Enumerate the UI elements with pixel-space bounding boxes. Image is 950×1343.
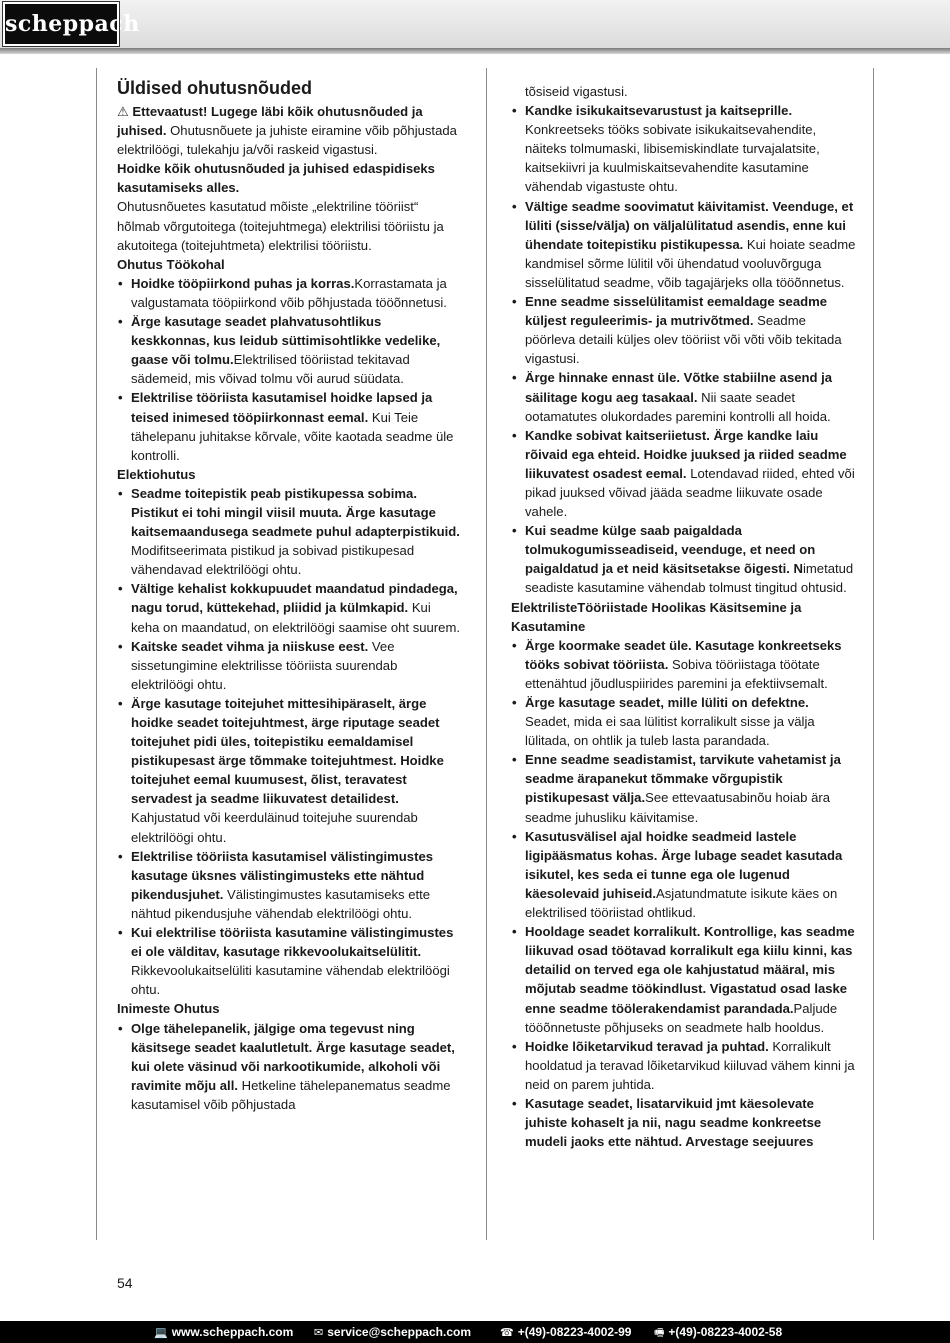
list-item [511,101,856,196]
list-item [511,1037,856,1094]
list-item [511,426,856,521]
item-text: Nii saate seadet ootamatutes olukordades paremini kontrolli all hoida. [525,389,831,424]
scheppach-logo: scheppach [3,2,119,46]
item-text: Hetkeline tähelepanematus seadme kasutamisel võib põhjustada [131,1077,451,1112]
footer-phone [500,1321,631,1343]
envelope-icon: ✉ [314,1326,324,1339]
item-bold: Kandke sobivat kaitseriietust. Ärge kandke laiu rõivaid ega ehteid. Hoidke juuksed ja riided seadme liikuvatest osadest eemal. [525,427,847,481]
item-text: Kahjustatud või keerduläinud toitejuhe suurendab elektrilöögi ohtu. [131,810,418,845]
personal-safety-list [117,1019,462,1114]
list-item [117,312,462,388]
item-bold: Ärge kasutage toitejuhet mittesihipäraselt, ärge hoidke seadet toitejuhtmest, ärge riputage seadet toitejuhet pidi üles, toitepistiku eemaldamisel pistikupesast ärge tõmmake toitejuhtmest. Hoidke toitejuhet eemal kuumusest, õlist, teravatest servadest ja seadme liikuvatest detailidest. [131,695,444,807]
item-text: See ettevaatusabinõu hoiab ära seadme juhusliku käivitamise. [525,790,831,825]
item-bold: Elektrilise tööriista kasutamisel välistingimustes kasutage üksnes välistingimusteks ette nähtud pikendusjuhet. [131,848,434,902]
item-text: Välistingimustes kasutamiseks ette nähtud pikendusjuhe vähendab elektrilöögi ohtu. [131,886,431,921]
list-item [511,750,856,826]
footer-fax [654,1321,782,1343]
footer-web-text: www.scheppach.com [171,1325,294,1339]
footer-phone-text: +(49)-08223-4002-99 [517,1325,632,1339]
left-column [117,76,462,1114]
phone-icon: ☎ [500,1326,514,1339]
list-item [511,521,856,597]
item-text: Elektrilised tööriistad tekitavad sädemeid, mis võivad tolmu või aurud süüdata. [131,352,410,387]
list-item [511,922,856,1037]
item-bold: Kaitske seadet vihma ja niiskuse eest. [131,638,369,654]
fax-icon: 🖷 [654,1326,665,1339]
item-bold: Hoidke tööpiirkond puhas ja korras. [131,275,355,291]
list-item [511,636,856,693]
page-number: 54 [117,1275,133,1291]
item-text: Lotendavad riided, ehted või pikad juuksed võivad jääda seadme liikuvate osade vahele. [525,465,855,520]
item-text: Kui Teie tähelepanu juhitakse kõrvale, võite kaotada seadme üle kontrolli. [131,409,454,463]
list-item [117,1019,462,1114]
footer-email[interactable] [314,1321,471,1343]
item-text: Asjatundmatute isikute käes on elektrilised tööriistad ohtlikud. [525,885,838,921]
list-item [117,484,462,579]
definition-paragraph: Ohutusnõuetes kasutatud mõiste „elektriline tööriist“ hõlmab võrgutoitega (toitejuhtmega) elektrilisi tööriistu ja akutoitega (toitejuhtmeta) elektrilisi tööriistu. [117,199,444,253]
item-text: Kui keha on maandatud, on elektrilöögi saamise oht suurem. [131,600,460,635]
list-item [117,694,462,847]
workplace-list [117,274,462,465]
item-bold: Seadme toitepistik peab pistikupessa sobima. Pistikut ei tohi mingil viisil muuta. Ärge kasutage kaitsemaandusega seadmete puhul adapterpistikuid. [131,485,460,540]
item-bold: Kasutage seadet, lisatarvikuid jmt käesolevate juhiste kohaselt ja nii, nagu seadme konkreetse mudeli jaoks ette nähtud. Arvestage seejuures [525,1095,822,1150]
continuation-text: tõsiseid vigastusi. [525,84,628,99]
item-text: imetatud seadiste kasutamine vähendab tolmust tingitud ohtusid. [525,561,854,596]
monitor-icon: 💻 [154,1326,168,1339]
warning-paragraph [117,102,462,159]
electric-list [117,484,462,1000]
item-bold: Kasutusvälisel ajal hoidke seadmeid lastele ligipääsmatus kohas. Ärge lubage seadet kasutada isikutel, kes seda ei tunne ega ole lugenud käesolevaid juhiseid. [525,828,843,901]
personal-safety-list-continued [511,101,856,597]
keep-instructions: Hoidke kõik ohutusnõuded ja juhised edaspidiseks kasutamiseks alles. [117,161,435,196]
item-text: Rikkevoolukaitselüliti kasutamine vähendab elektrilöögi ohtu. [131,963,450,998]
page-footer [0,1321,950,1343]
footer-fax-text: +(49)-08223-4002-58 [668,1325,783,1339]
list-item [511,827,856,922]
column-rule-middle [486,68,487,1240]
item-text: Konkreetseks tööks sobivate isikukaitsevahendite, näiteks tolmumaski, libisemiskindlate turvajalatsite, kaitsekiivri ja kuulmiskaitsevahendite kasutamine vähendab vigastuste ohtu. [525,122,820,195]
item-bold: Ärge hinnake ennast üle. Võtke stabiilne asend ja säilitage kogu aeg tasakaal. [525,370,833,405]
item-text: Paljude tööõnnetuste põhjuseks on seadmete halb hooldus. [525,1000,838,1035]
item-text: Sobiva tööriistaga töötate ettenähtud jõudluspiirides paremini ja efektiivsemalt. [525,656,828,691]
footer-email-text: service@scheppach.com [327,1325,471,1339]
list-item [511,197,856,292]
list-item [117,388,462,464]
item-bold: Elektrilise tööriista kasutamisel hoidke lapsed ja teised inimesed tööpiirkonnast eemal. [131,390,433,425]
column-rule-left [96,68,97,1240]
list-item [117,579,462,636]
item-bold: Olge tähelepanelik, jälgige oma tegevust ning käsitsege seadet kaalutletult. Ärge kasutage seadet, kui olete väsinud või narkootikumide, alkoholi või ravimite mõju all. [131,1020,455,1093]
personal-safety-heading: Inimeste Ohutus [117,1001,220,1017]
header-divider [0,48,950,54]
column-rule-right [873,68,874,1240]
list-item [511,1094,856,1151]
item-bold: Ärge kasutage seadet plahvatusohtlikus keskkonnas, kus leidub süttimisohtlikke vedelike, gaase või tolmu. [131,314,441,368]
warning-bold: ⚠ Ettevaatust! Lugege läbi kõik ohutusnõuded ja juhised. [117,104,423,139]
item-text: Korralikult hooldatud ja teravad lõiketarvikud kiiluvad vähem kinni ja neid on parem juhtida. [525,1038,855,1092]
list-item [117,923,462,999]
item-bold: Kui elektrilise tööriista kasutamine välistingimustes ei ole välditav, kasutage rikkevoolukaitselülitit. [131,925,454,960]
item-bold: Hoidke lõiketarvikud teravad ja puhtad. [525,1038,769,1054]
item-bold: Kui seadme külge saab paigaldada tolmukogumisseadiseid, veenduge, et need on paigaldatud ja et neid käsitsetakse õigesti. N [525,523,816,577]
item-text: Modifitseerimata pistikud ja sobivad pistikupesad vähendavad elektrilöögi ohtu. [131,543,415,578]
item-text: Seadet, mida ei saa lülitist korralikult sisse ja välja lülitada, on ohtlik ja tuleb lasta parandada. [525,714,815,749]
item-bold: Enne seadme seadistamist, tarvikute vahetamist ja seadme ärapanekut tõmmake võrgupistik pistikupesast välja. [525,752,841,806]
item-bold: Vältige kehalist kokkupuudet maandatud pindadega, nagu torud, küttekehad, pliidid ja külmkapid. [131,581,458,616]
item-text: Kui hoiate seadme kandmisel sõrme lülitil või ühendatud vooluvõrguga sisselülitatud seadme, võib tagajärjeks olla tööõnnetus. [525,236,856,290]
list-item [511,292,856,368]
workplace-heading: Ohutus Töökohal [117,256,225,272]
footer-web[interactable] [154,1321,293,1343]
page-title: Üldised ohutusnõuded [117,78,312,98]
item-text: Seadme pöörleva detaili küljes olev tööriist või võti võib tekitada vigastusi. [525,313,842,367]
item-bold: Hooldage seadet korralikult. Kontrollige, kas seadme liikuvad osad töötavad korralikult ega kiilu kinni, kas detailid on terved ega ole kahjustatud määral, mis mõjutab seadme töökindlust. Vigastatud osad laske enne seadme töölerakendamist parandada. [525,924,855,1016]
item-bold: Vältige seadme soovimatut käivitamist. Veenduge, et lüliti (sisse/välja) on väljalülitatud asendis, enne kui ühendate toitepistiku pistikupessa. [525,198,854,252]
electric-heading: Elektiohutus [117,466,196,482]
list-item [511,368,856,425]
item-bold: Kandke isikukaitsevarustust ja kaitseprille. [525,103,793,119]
item-bold: Ärge kasutage seadet, mille lüliti on defektne. [525,695,809,710]
list-item [117,637,462,694]
warning-text: Ohutusnõuete ja juhiste eiramine võib põhjustada elektrilöögi, tulekahju ja/või raskeid vigastusi. [117,123,457,158]
item-bold: Ärge koormake seadet üle. Kasutage konkreetseks tööks sobivat tööriista. [525,637,842,672]
list-item [117,274,462,312]
list-item [117,847,462,923]
item-text: Korrastamata ja valgustamata tööpiirkond võib põhjustada tööõnnetusi. [131,275,447,310]
tool-handling-list [511,636,856,1152]
item-text: Vee sissetungimine elektrilisse tööriista suurendab elektrilöögi ohtu. [131,638,398,692]
right-column [511,82,856,1151]
tool-handling-heading: ElektrilisteTööriistade Hoolikas Käsitsemine ja Kasutamine [511,599,802,634]
list-item [511,693,856,750]
page-header [0,0,950,48]
item-bold: Enne seadme sisselülitamist eemaldage seadme küljest reguleerimis- ja mutrivõtmed. [525,294,828,329]
